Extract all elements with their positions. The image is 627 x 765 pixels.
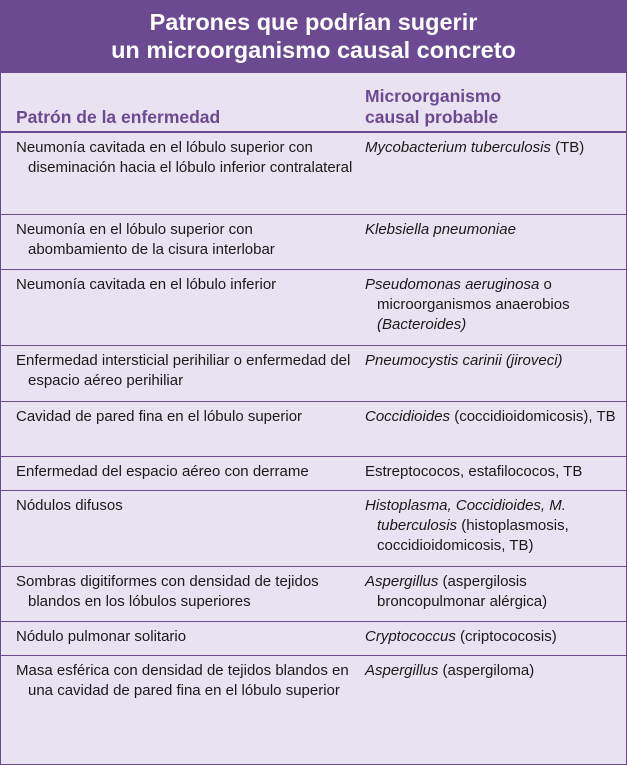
pattern-cell (1, 214, 359, 269)
pattern-text: Nódulos difusos (16, 496, 123, 514)
organism-note: (histoplasmosis, coccidioidomicosis, TB) (377, 516, 569, 554)
organism-note: (aspergiloma) (438, 661, 535, 679)
table-row (1, 132, 626, 214)
pattern-cell (1, 401, 359, 456)
title-bar (1, 1, 626, 73)
pattern-text: Neumonía en el lóbulo superior con abombamiento de la cisura interlobar (16, 220, 275, 258)
table-row (1, 345, 626, 401)
pattern-cell (1, 345, 359, 401)
organism-text (365, 496, 620, 556)
organism-cell (359, 621, 626, 655)
pattern-text: Enfermedad intersticial perihiliar o enfermedad del espacio aéreo perihiliar (16, 351, 351, 389)
header-organism-line-1: Microorganismo (365, 86, 502, 106)
pattern-organism-table (1, 73, 626, 738)
title-line-2: un microorganismo causal concreto (111, 37, 516, 63)
organism-name: Aspergillus (365, 572, 439, 590)
organism-note: o microorganismos anaerobios (377, 275, 570, 313)
pattern-text: Enfermedad del espacio aéreo con derrame (16, 462, 309, 480)
organism-cell (359, 456, 626, 490)
header-organism-line-2: causal probable (365, 107, 499, 127)
organism-name: Cryptococcus (365, 627, 456, 645)
header-organism (359, 73, 626, 132)
organism-cell (359, 132, 626, 214)
pattern-text: Neumonía cavitada en el lóbulo inferior (16, 275, 277, 293)
organism-cell (359, 401, 626, 456)
table-row (1, 269, 626, 345)
pattern-cell (1, 621, 359, 655)
pattern-cell (1, 655, 359, 738)
organism-note: (criptococosis) (455, 627, 557, 645)
header-pattern: Patrón de la enfermedad (1, 73, 359, 132)
header-row (1, 73, 626, 132)
organism-cell (359, 345, 626, 401)
organism-note: (coccidioidomicosis), TB (450, 407, 616, 425)
pattern-text: Sombras digitiformes con densidad de tejidos blandos en los lóbulos superiores (16, 572, 319, 610)
pattern-cell (1, 456, 359, 490)
table-row (1, 214, 626, 269)
organism-note: (TB) (550, 139, 585, 156)
organism-text (365, 627, 620, 647)
organism-cell (359, 566, 626, 621)
organism-text (365, 462, 620, 482)
organism-cell (359, 269, 626, 345)
pattern-cell (1, 132, 359, 214)
pattern-text: Neumonía cavitada en el lóbulo superior con diseminación hacia el lóbulo inferior contralateral (16, 139, 353, 176)
organism-name: Coccidioides (365, 407, 451, 425)
organism-note: (aspergilosis broncopulmonar alérgica) (377, 572, 548, 610)
organism-name: Mycobacterium tuberculosis (365, 139, 551, 156)
table-row (1, 655, 626, 738)
table-row (1, 621, 626, 655)
pattern-text: Nódulo pulmonar solitario (16, 627, 187, 645)
organism-note: Estreptococos, estafilococos, TB (365, 462, 583, 480)
organism-name: Histoplasma, Coccidioides, M. tuberculosis (365, 496, 566, 534)
pattern-cell (1, 490, 359, 566)
organism-text (365, 138, 620, 158)
organism-cell (359, 655, 626, 738)
organism-name: Pseudomonas aeruginosa (365, 275, 540, 293)
organism-text (365, 351, 620, 371)
organism-cell (359, 214, 626, 269)
table-row (1, 490, 626, 566)
organism-name: Aspergillus (365, 661, 439, 679)
pattern-text: Masa esférica con densidad de tejidos blandos en una cavidad de pared fina en el lóbulo superior (16, 661, 349, 699)
pattern-cell (1, 269, 359, 345)
title-line-1: Patrones que podrían sugerir (149, 9, 478, 35)
organism-text (365, 220, 620, 240)
table-body (1, 132, 626, 738)
table-row (1, 456, 626, 490)
organism-name: (Bacteroides) (377, 315, 467, 333)
organism-text (365, 407, 620, 427)
organism-name: Klebsiella pneumoniae (365, 220, 516, 238)
pattern-cell (1, 566, 359, 621)
table-row (1, 566, 626, 621)
organism-text (365, 275, 620, 335)
organism-text (365, 572, 620, 612)
table-row (1, 401, 626, 456)
organism-cell (359, 490, 626, 566)
pattern-text: Cavidad de pared fina en el lóbulo superior (16, 407, 303, 425)
organism-name: Pneumocystis carinii (jiroveci) (365, 351, 563, 369)
organism-text (365, 661, 620, 681)
